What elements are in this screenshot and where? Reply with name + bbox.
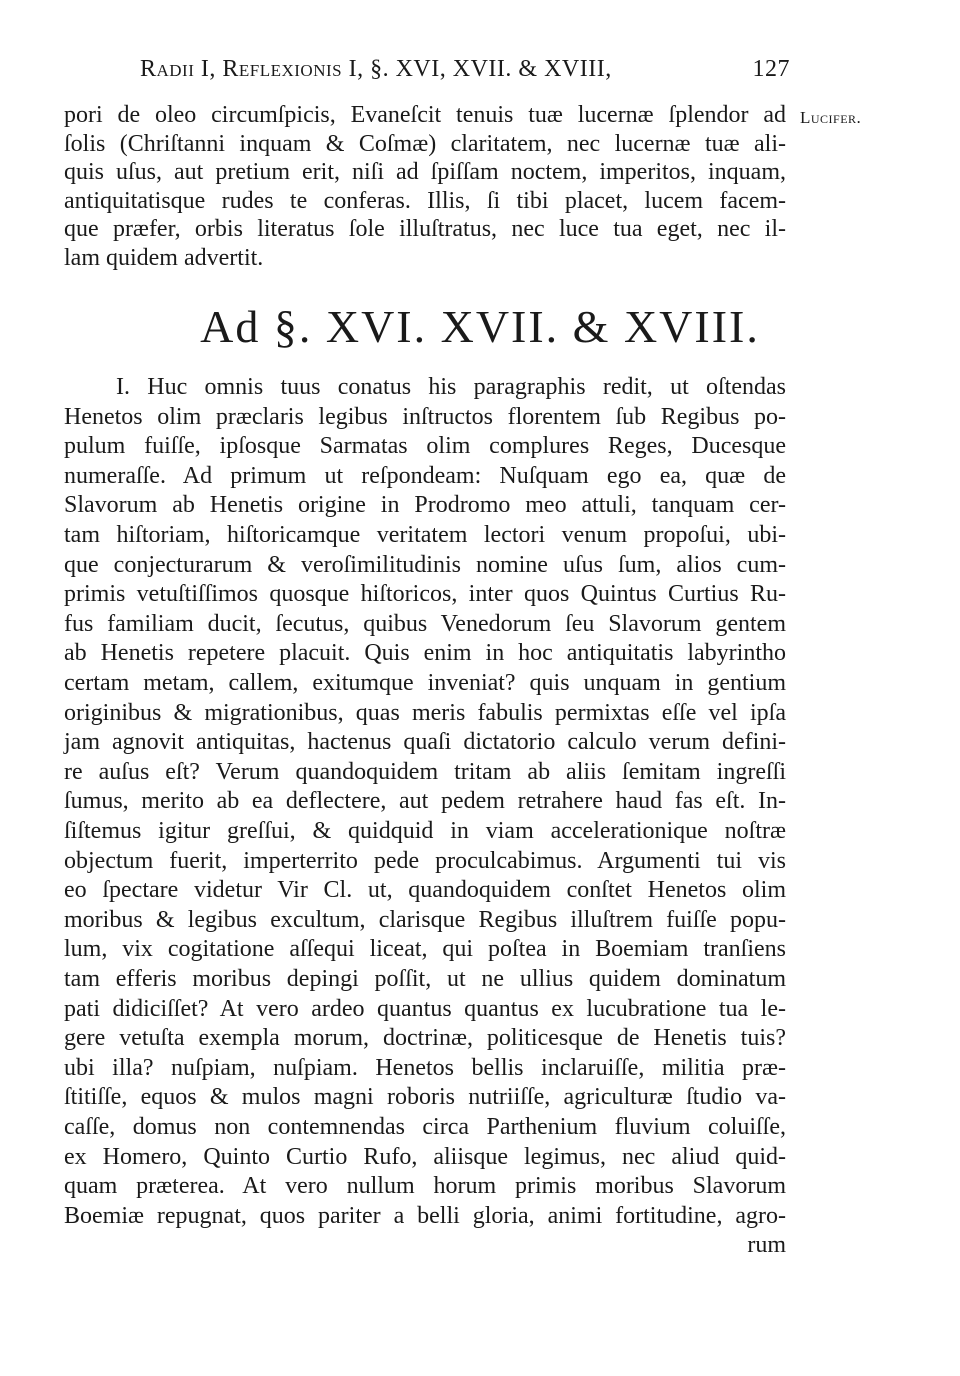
catchword: rum bbox=[747, 1232, 786, 1258]
page-number: 127 bbox=[752, 56, 790, 82]
text-line: lum, vix cogitatione aſſequi liceat, qui poſtea in Boemiam tranſiens bbox=[64, 936, 786, 963]
text-line: fus familiam ducit, ſecutus, quibus Venedorum ſeu Slavorum gentem bbox=[64, 610, 786, 637]
text-line: primis vetuſtiſſimos quosque hiſtoricos, inter quos Quintus Curtius Ru- bbox=[64, 581, 786, 608]
text-line: numeraſſe. Ad primum ut reſpondeam: Nuſquam ego ea, quæ de bbox=[64, 462, 786, 489]
text-line: quis uſus, aut pretium erit, niſi ad ſpiſſam noctem, imperitos, inquam, bbox=[64, 159, 786, 185]
text-line: moribus & legibus excultum, clarisque Regibus illuſtrem fuiſſe popu- bbox=[64, 906, 786, 933]
text-line: originibus & migrationibus, quas meris fabulis permixtas eſſe vel ipſa bbox=[64, 699, 786, 726]
text-line: pori de oleo circumſpicis, Evaneſcit tenuis tuæ lucernæ ſplendor ad bbox=[64, 102, 786, 128]
text-line: ab Henetis repetere placuit. Quis enim in hoc antiquitatis labyrintho bbox=[64, 640, 786, 667]
text-line: tam efferis moribus depingi poſſit, ut ne ullius quidem dominatum bbox=[64, 966, 786, 992]
text-line: ſolis (Chriſtanni inquam & Coſmæ) claritatem, nec lucernæ tuæ ali- bbox=[64, 130, 786, 157]
section-title: Ad §. XVI. XVII. & XVIII. bbox=[200, 301, 760, 352]
text-line: pati didiciſſet? At vero ardeo quantus quantus ex lucubratione tua le- bbox=[64, 995, 786, 1022]
text-line: Boemiæ repugnat, quos pariter a belli gloria, animi fortitudine, agro- bbox=[64, 1202, 786, 1229]
text-line: caſſe, domus non contemnendas circa Parthenium fluvium coluiſſe, bbox=[64, 1114, 786, 1140]
page-header bbox=[140, 50, 790, 90]
text-line: jam agnovit antiquitas, hactenus quaſi dictatorio calculo verum defini- bbox=[64, 729, 786, 756]
text-line: Slavorum ab Henetis origine in Prodromo meo attuli, tanquam cer- bbox=[64, 492, 786, 519]
text-line: ſumus, merito ab ea deflectere, aut pedem retrahere haud fas eſt. In- bbox=[64, 788, 786, 815]
margin-note: Lucifer. bbox=[800, 108, 862, 127]
text-line: ubi illa? nuſpiam, nuſpiam. Henetos bellis inclaruiſſe, militia præ- bbox=[64, 1054, 786, 1081]
text-line: lam quidem advertit. bbox=[64, 244, 264, 271]
text-line: I. Huc omnis tuus conatus his paragraphis redit, ut oſtendas bbox=[116, 374, 786, 400]
text-line: ſiſtemus igitur greſſui, & quidquid in viam accelerationique noſtræ bbox=[64, 818, 786, 844]
text-line: eo ſpectare videtur Vir Cl. ut, quandoquidem conſtet Henetos olim bbox=[64, 877, 786, 904]
text-line: que præfer, orbis literatus ſole illuſtratus, nec luce tua eget, nec il- bbox=[64, 216, 786, 242]
text-line: certam metam, callem, exitumque inveniat? quis unquam in gentium bbox=[64, 670, 786, 696]
text-line: quam præterea. At vero nullum horum primis moribus Slavorum bbox=[64, 1173, 786, 1200]
text-line: Henetos olim præclaris legibus inſtructos florentem ſub Regibus po- bbox=[64, 403, 786, 430]
text-line: pulum fuiſſe, ipſosque Sarmatas olim complures Reges, Ducesque bbox=[64, 433, 786, 460]
text-line: re auſus eſt? Verum quandoquidem tritam ab aliis ſemitam ingreſſi bbox=[64, 758, 786, 785]
text-line: objectum fuerit, imperterrito pede proculcabimus. Argumenti tui vis bbox=[64, 847, 786, 874]
text-line: que conjecturarum & veroſimilitudinis nomine uſus ſum, alios cum- bbox=[64, 551, 786, 578]
text-line: ſtitiſſe, equos & mulos magni roboris nutriiſſe, agriculturæ ſtudio va- bbox=[64, 1084, 786, 1111]
running-head: Radii I, Reflexionis I, §. XVI, XVII. & XVIII, bbox=[140, 56, 612, 82]
text-line: gere vetuſta exempla morum, doctrinæ, politicesque de Henetis tuis? bbox=[64, 1025, 786, 1052]
text-line: ex Homero, Quinto Curtio Rufo, aliisque legimus, nec aliud quid- bbox=[64, 1143, 786, 1170]
text-line: tam hiſtoriam, hiſtoricamque veritatem lectori venum propoſui, ubi- bbox=[64, 522, 786, 548]
text-line: antiquitatisque rudes te conferas. Illis, ſi tibi placet, lucem facem- bbox=[64, 187, 786, 214]
